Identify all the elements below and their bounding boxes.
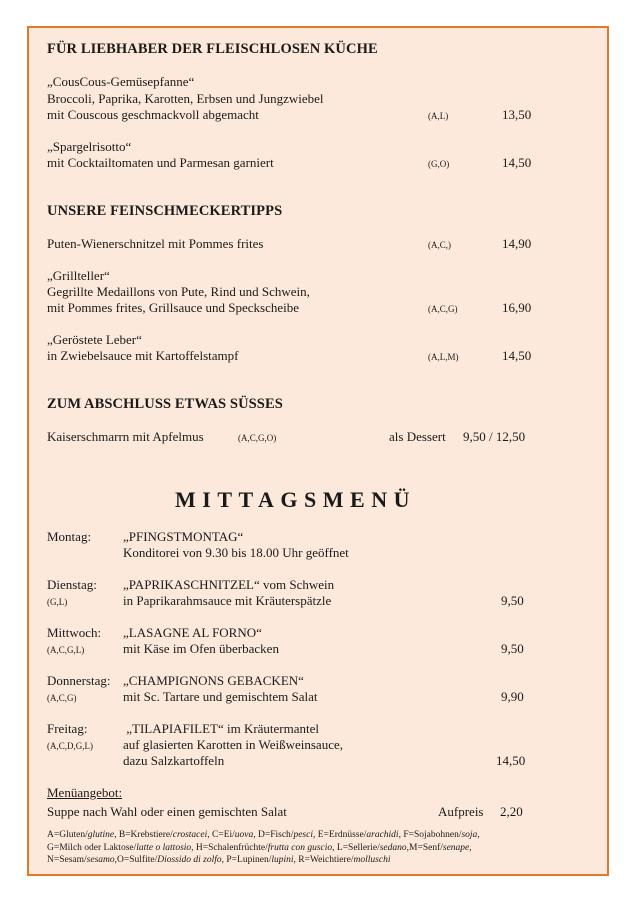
allergen-legend-line-2: G=Milch oder Laktose/latte o lattosio, H=Schalenfrüchte/frutta con guscio, L=Sellerie/sedano,M=Senf/senape, [47,842,472,853]
dish-grill-price: 16,90 [502,300,532,315]
menu-offer-price: 2,20 [500,804,523,819]
day-thursday-dish: „CHAMPIGNONS GEBACKEN“ [123,673,304,688]
day-tuesday-price: 9,50 [501,593,524,608]
dish-schnitzel-name: Puten-Wienerschnitzel mit Pommes frites [47,236,264,251]
day-thursday-desc: mit Sc. Tartare und gemischtem Salat [123,689,318,704]
dish-risotto-allergens: (G,O) [428,159,450,169]
dish-couscous-allergens: (A,L) [428,111,449,121]
dish-grill-desc1: Gegrillte Medaillons von Pute, Rind und Schwein, [47,284,310,299]
day-friday-allergens: (A,C,D,G,L) [47,741,93,751]
lunch-menu-title: MITTAGSMENÜ [175,487,416,512]
dish-risotto-price: 14,50 [502,155,532,170]
day-friday-label: Freitag: [47,721,88,736]
dish-couscous-price: 13,50 [502,107,532,122]
day-monday-label: Montag: [47,529,92,544]
day-thursday-price: 9,90 [501,689,524,704]
day-friday-price: 14,50 [496,753,526,768]
dish-grill-name: „Grillteller“ [47,268,110,283]
dish-grill-desc2: mit Pommes frites, Grillsauce und Speckscheibe [47,300,300,315]
day-wednesday-desc: mit Käse im Ofen überbacken [123,641,279,656]
menu-offer-heading: Menüangebot: [47,785,123,800]
dish-leber-desc: in Zwiebelsauce mit Kartoffelstampf [47,348,239,363]
allergen-legend-line-1: A=Gluten/glutine, B=Krebstiere/crostacei, C=Ei/uova, D=Fisch/pesci, E=Erdnüsse/arachidi, F=Sojabohnen/soja, [47,830,480,840]
day-monday-desc: Konditorei von 9.30 bis 18.00 Uhr geöffnet [123,545,349,560]
dish-couscous-name: „CousCous-Gemüsepfanne“ [47,74,195,89]
dish-couscous-desc1: Broccoli, Paprika, Karotten, Erbsen und Jungzwiebel [47,91,324,106]
dessert-note: als Dessert [389,429,446,444]
section-heading-dessert: ZUM ABSCHLUSS ETWAS SÜSSES [47,396,283,412]
dessert-name: Kaiserschmarrn mit Apfelmus [47,429,204,444]
day-wednesday-label: Mittwoch: [47,625,102,640]
menu-offer-label: Aufpreis [438,804,484,819]
menu-page [27,26,609,876]
section-heading-gourmet: UNSERE FEINSCHMECKERTIPPS [47,203,283,219]
dish-schnitzel-allergens: (A,C,) [428,240,451,250]
dish-leber-allergens: (A,L,M) [428,352,459,362]
section-heading-vegetarian: FÜR LIEBHABER DER FLEISCHLOSEN KÜCHE [47,41,378,57]
day-friday-desc1: auf glasierten Karotten in Weißweinsauce, [123,737,343,752]
day-thursday-label: Donnerstag: [47,673,111,688]
dish-risotto-name: „Spargelrisotto“ [47,139,132,154]
day-wednesday-dish: „LASAGNE AL FORNO“ [123,625,262,640]
allergen-legend [47,829,480,867]
dessert-price: 9,50 / 12,50 [463,429,526,444]
day-tuesday-desc: in Paprikarahmsauce mit Kräuterspätzle [123,593,332,608]
day-wednesday-allergens: (A,C,G,L) [47,645,85,655]
day-thursday-allergens: (A,C,G) [47,693,77,703]
dish-grill-allergens: (A,C,G) [428,304,458,314]
allergen-legend-line-3: N=Sesam/sesamo,O=Sulfite/Diossido di zolfo, P=Lupinen/lupini, R=Weichtiere/molluschi [47,855,391,865]
day-wednesday-price: 9,50 [501,641,524,656]
dish-couscous-desc2: mit Couscous geschmackvoll abgemacht [47,107,259,122]
day-tuesday-label: Dienstag: [47,577,97,592]
day-monday-dish: „PFINGSTMONTAG“ [123,529,244,544]
day-tuesday-allergens: (G,L) [47,597,68,607]
dish-risotto-desc: mit Cocktailtomaten und Parmesan garniert [47,155,274,170]
dish-schnitzel-price: 14,90 [502,236,532,251]
day-tuesday-dish: „PAPRIKASCHNITZEL“ vom Schwein [123,577,335,592]
menu-offer-text: Suppe nach Wahl oder einen gemischten Salat [47,804,287,819]
day-friday-dish: „TILAPIAFILET“ im Kräutermantel [123,721,320,736]
dish-leber-name: „Geröstete Leber“ [47,332,142,347]
dessert-allergens: (A,C,G,O) [238,433,277,443]
dish-leber-price: 14,50 [502,348,532,363]
day-friday-desc2: dazu Salzkartoffeln [123,753,225,768]
